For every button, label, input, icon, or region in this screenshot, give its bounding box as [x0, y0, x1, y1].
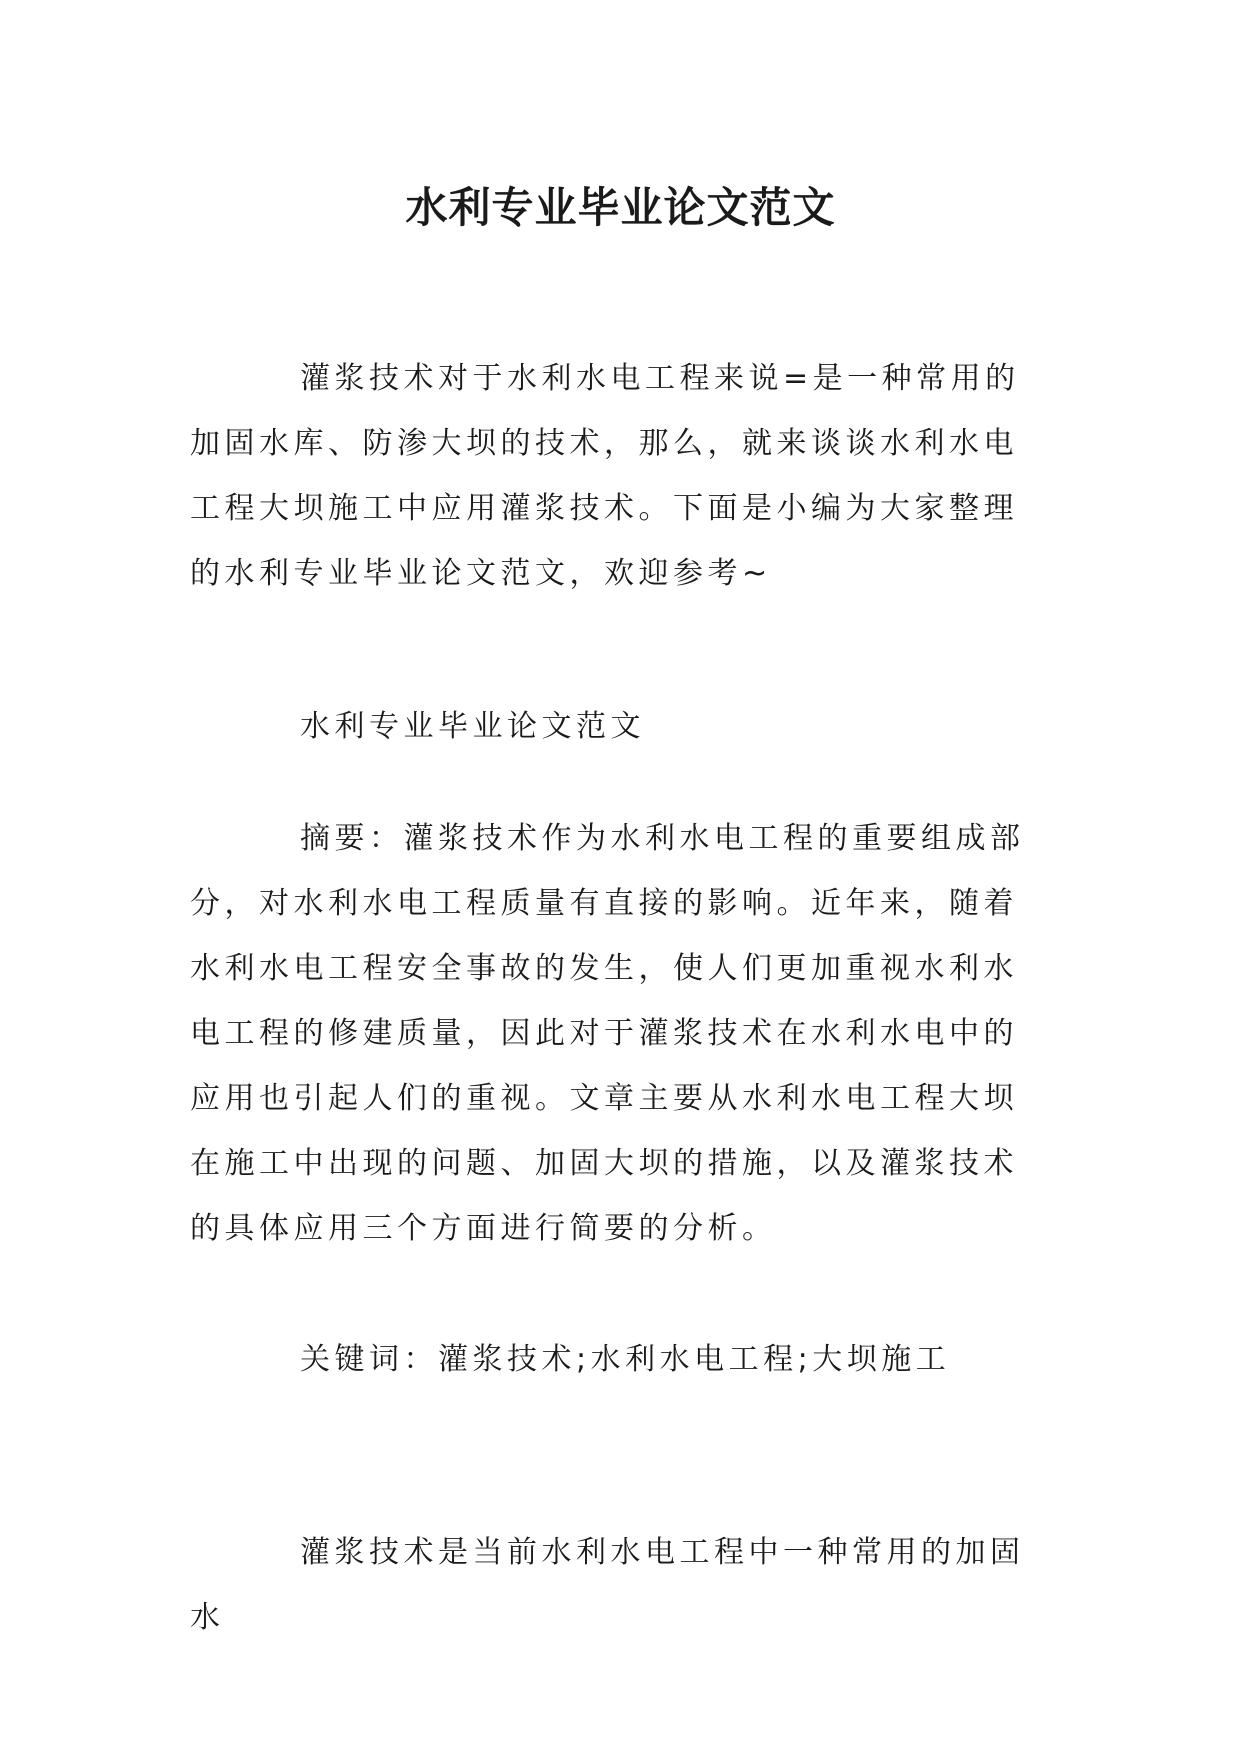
document-title: 水利专业毕业论文范文: [405, 183, 836, 233]
section-heading: 水利专业毕业论文范文: [300, 709, 645, 744]
abstract-paragraph: 摘要：灌浆技术作为水利水电工程的重要组成部分，对水利水电工程质量有直接的影响。近年来，随着水利水电工程安全事故的发生，使人们更加重视水利水电工程的修建质量，因此对于灌浆技术在水利水电中的应用也引起人们的重视。文章主要从水利水电工程大坝在施工中出现的问题、加固大坝的措施，以及灌浆技术的具体应用三个方面进行简要的分析。: [190, 821, 1025, 1246]
body-paragraph: 灌浆技术是当前水利水电工程中一种常用的加固水: [190, 1535, 1025, 1635]
intro-paragraph: 灌浆技术对于水利水电工程来说=是一种常用的加固水库、防渗大坝的技术，那么，就来谈谈水利水电工程大坝施工中应用灌浆技术。下面是小编为大家整理的水利专业毕业论文范文，欢迎参考~: [190, 361, 1020, 591]
keywords-paragraph: 关键词：灌浆技术;水利水电工程;大坝施工: [300, 1342, 951, 1377]
